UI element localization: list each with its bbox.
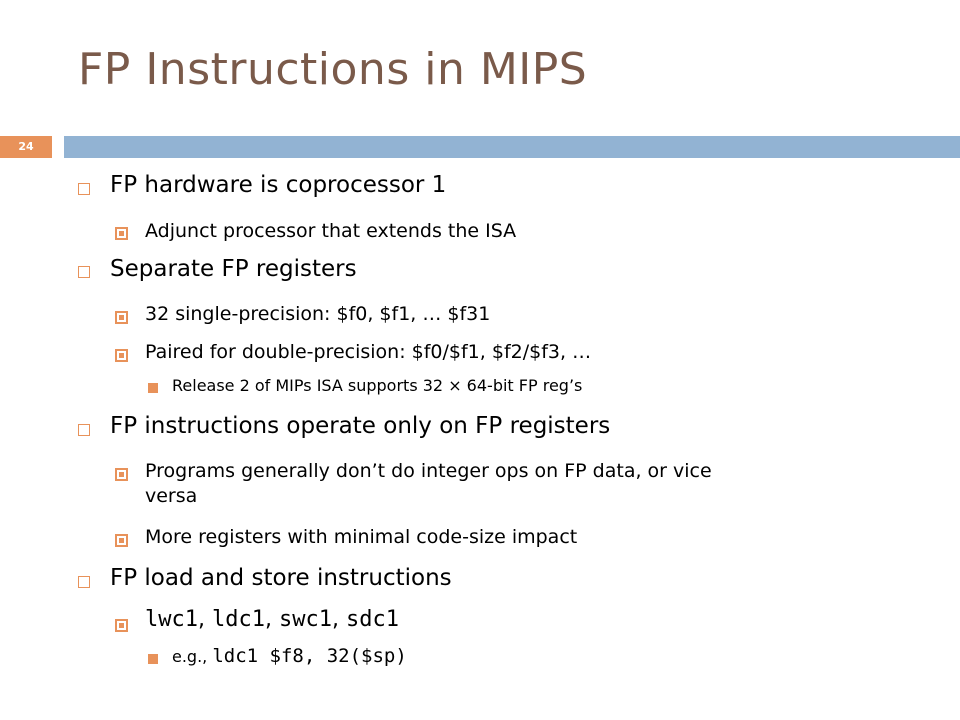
bullet-level1: FP load and store instructions [110, 565, 452, 591]
example-prefix: e.g., [172, 647, 213, 666]
bullet-level1: FP instructions operate only on FP registers [110, 413, 611, 439]
opcode-separator: , [331, 607, 346, 632]
bullet-level1: Separate FP registers [110, 256, 357, 282]
bullet-level2-opcodes [145, 607, 399, 632]
opcode-separator: , [264, 607, 279, 632]
bullet-marker-hollow-square [78, 266, 90, 278]
opcode-separator: , [197, 607, 212, 632]
bullet-level2: Adjunct processor that extends the ISA [145, 220, 517, 242]
bullet-level1: FP hardware is coprocessor 1 [110, 172, 447, 198]
bullet-level2-continuation: versa [145, 485, 198, 507]
bullet-marker-square [115, 468, 128, 481]
bullet-level2: Programs generally don’t do integer ops on FP data, or vice [145, 460, 712, 482]
bullet-level3-example [172, 645, 407, 667]
bullet-marker-square [115, 349, 128, 362]
opcode-ldc1: ldc1 [211, 607, 265, 632]
opcode-lwc1: lwc1 [145, 607, 198, 632]
bullet-marker-square [115, 534, 128, 547]
bullet-level3: Release 2 of MIPs ISA supports 32 × 64-bit FP reg’s [172, 376, 583, 395]
bullet-marker-hollow-square [78, 424, 90, 436]
bullet-marker-filled-square [148, 654, 158, 664]
bullet-level2: Paired for double-precision: $f0/$f1, $f2/$f3, … [145, 341, 592, 363]
slide-title: FP Instructions in MIPS [78, 44, 588, 95]
bullet-marker-square [115, 619, 128, 632]
opcode-sdc1: sdc1 [345, 607, 399, 632]
opcode-swc1: swc1 [278, 607, 332, 632]
bullet-marker-hollow-square [78, 183, 90, 195]
bullet-level2: More registers with minimal code-size impact [145, 526, 578, 548]
bullet-marker-filled-square [148, 383, 158, 393]
example-code: ldc1 $f8, 32($sp) [212, 645, 407, 667]
slide-number: 24 [0, 136, 52, 158]
bullet-level2: 32 single-precision: $f0, $f1, … $f31 [145, 303, 491, 325]
bullet-marker-square [115, 311, 128, 324]
bullet-marker-square [115, 227, 128, 240]
bullet-marker-hollow-square [78, 576, 90, 588]
